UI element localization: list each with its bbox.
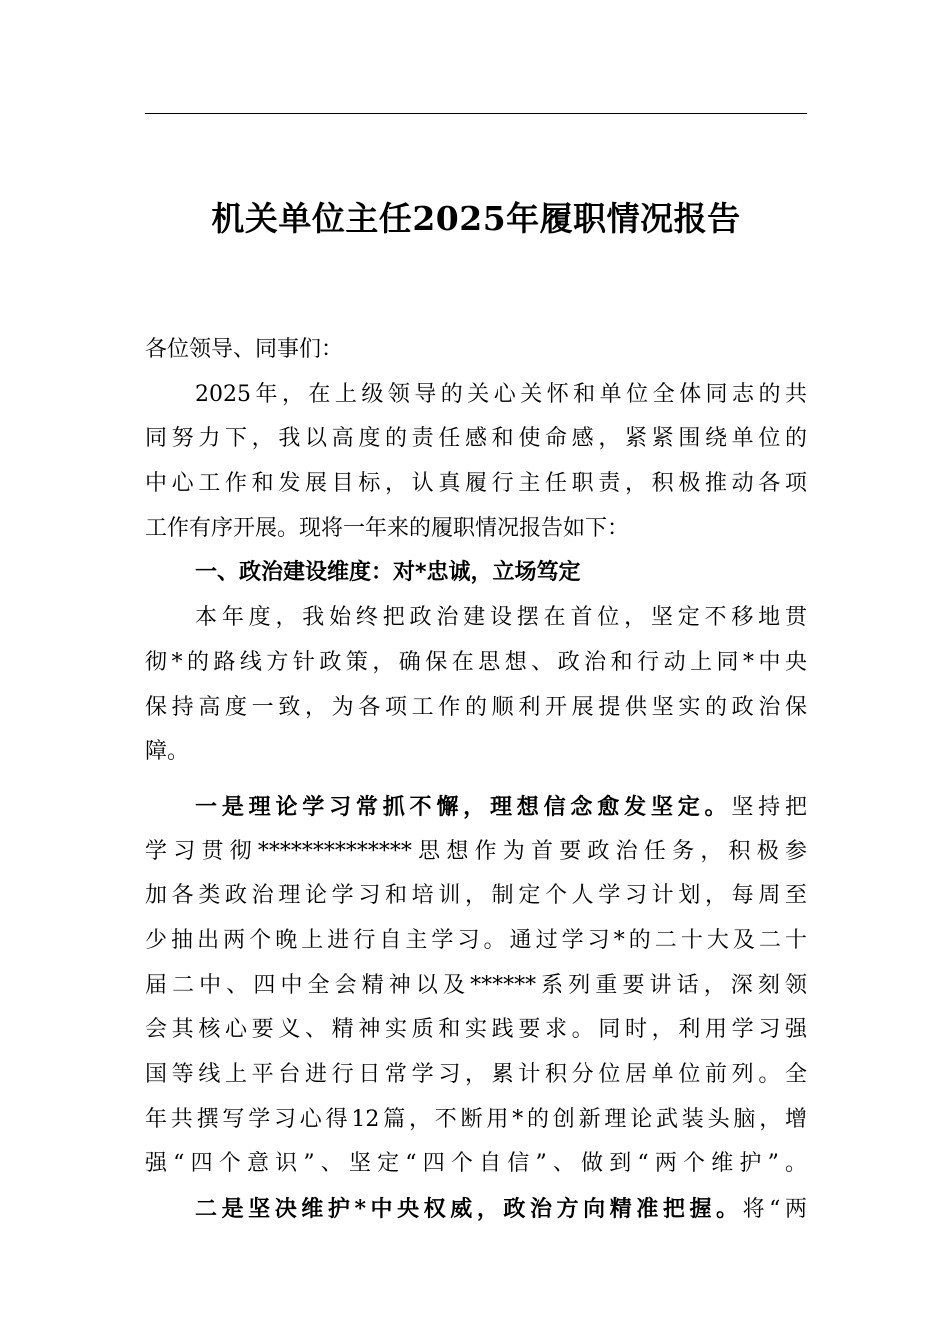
paragraph-gap [145,775,807,785]
point-1-line-3: 少抽出两个晚上进行自主学习。通过学习*的二十大及二十 [145,927,807,953]
point-1-line-2: 加各类政治理论学习和培训，制定个人学习计划，每周至 [145,883,807,909]
point-2-first-tail: 将“两 [742,1197,807,1223]
document-title: 机关单位主任2025年履职情况报告 [211,199,741,238]
point-2-first-line [145,1187,807,1232]
point-1-line-6: 国等线上平台进行日常学习，累计积分位居单位前列。全 [145,1062,807,1087]
section-1-line-3: 保持高度一致，为各项工作的顺利开展提供坚实的政治保 [145,694,807,720]
point-1-line-8: 强“四个意识”、坚定“四个自信”、做到“两个维护”。 [145,1151,807,1177]
point-1-first-line [145,785,807,830]
point-1-first-tail: 坚持把 [731,794,807,820]
intro-line-3: 中心工作和发展目标，认真履行主任职责，积极推动各项 [145,471,807,497]
point-1-line-5: 会其核心要义、精神实质和实践要求。同时，利用学习强 [145,1017,807,1043]
point-1-line-7: 年共撰写学习心得12篇，不断用*的创新理论武装头脑，增 [145,1106,807,1132]
section-1-line-1: 本年度，我始终把政治建设摆在首位，坚定不移地贯 [195,605,807,631]
point-2-lead: 二是坚决维护*中央权威，政治方向精准把握。 [195,1196,743,1223]
point-1-line-1: 学习贯彻**************思想作为首要政治任务，积极参 [145,838,807,864]
intro-line-4: 工作有序开展。现将一年来的履职情况报告如下： [145,515,630,541]
salutation: 各位领导、同事们： [145,337,344,362]
section-1-line-2: 彻*的路线方针政策，确保在思想、政治和行动上同*中央 [145,649,807,675]
section-1-heading: 一、政治建设维度：对*忠诚，立场笃定 [195,560,581,586]
point-1-lead: 一是理论学习常抓不懈，理想信念愈发坚定。 [195,793,732,820]
point-1-line-4: 届二中、四中全会精神以及******系列重要讲话，深刻领 [145,972,807,998]
intro-line-2: 同努力下，我以高度的责任感和使命感，紧紧围绕单位的 [145,426,807,452]
header-rule [145,113,807,114]
intro-line-1: 2025年，在上级领导的关心关怀和单位全体同志的共 [195,381,807,407]
section-1-line-4: 障。 [145,739,190,765]
document-body [145,328,807,1232]
